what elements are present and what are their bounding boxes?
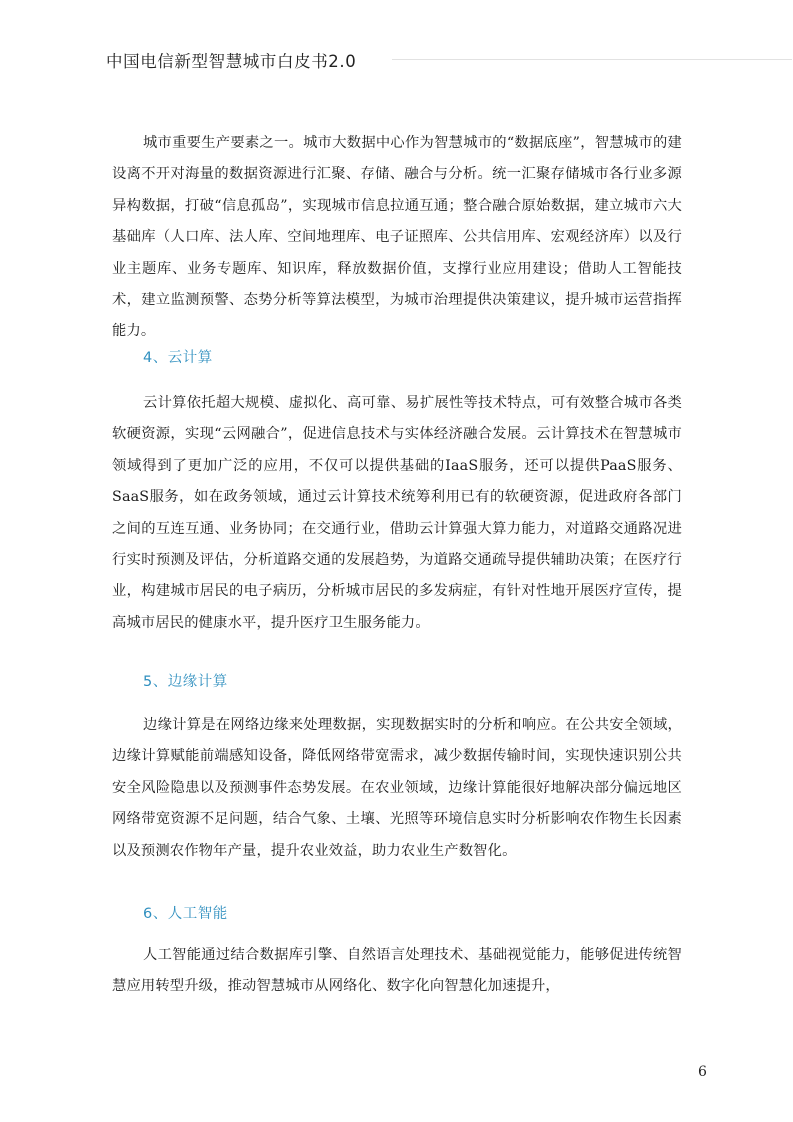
document-title: 中国电信新型智慧城市白皮书2.0: [106, 52, 357, 71]
paragraph-cloud-computing: 云计算依托超大规模、虚拟化、高可靠、易扩展性等技术特点，可有效整合城市各类软硬资源，实现“云网融合”，促进信息技术与实体经济融合发展。云计算技术在智慧城市领域得到了更加广泛的应用，不仅可以提供基础的IaaS服务，还可以提供PaaS服务、SaaS服务，如在政务领域，通过云计算技术统筹利用已有的软硬资源，促进政府各部门之间的互连互通、业务协同；在交通行业，借助云计算强大算力能力，对道路交通路况进行实时预测及评估，分析道路交通的发展趋势，为道路交通疏导提供辅助决策；在医疗行业，构建城市居民的电子病历，分析城市居民的多发病症，有针对性地开展医疗宣传，提高城市居民的健康水平，提升医疗卫生服务能力。: [112, 395, 682, 631]
page-header: [106, 48, 696, 74]
section-heading-artificial-intelligence: 6、人工智能: [143, 906, 228, 922]
paragraph-artificial-intelligence: 人工智能通过结合数据库引擎、自然语言处理技术、基础视觉能力，能够促进传统智慧应用转型升级，推动智慧城市从网络化、数字化向智慧化加速提升，: [112, 947, 682, 995]
section-heading-edge-computing: 5、边缘计算: [143, 674, 228, 690]
header-divider: [392, 59, 792, 60]
section-heading-cloud-computing: 4、云计算: [143, 350, 213, 366]
page-number: 6: [698, 1064, 707, 1080]
paragraph-intro: 城市重要生产要素之一。城市大数据中心作为智慧城市的“数据底座”，智慧城市的建设离不开对海量的数据资源进行汇聚、存储、融合与分析。统一汇聚存储城市各行业多源异构数据，打破“信息孤岛”，实现城市信息拉通互通；整合融合原始数据，建立城市六大基础库（人口库、法人库、空间地理库、电子证照库、公共信用库、宏观经济库）以及行业主题库、业务专题库、知识库，释放数据价值，支撑行业应用建设；借助人工智能技术，建立监测预警、态势分析等算法模型，为城市治理提供决策建议，提升城市运营指挥能力。: [112, 135, 682, 340]
paragraph-edge-computing: 边缘计算是在网络边缘来处理数据，实现数据实时的分析和响应。在公共安全领域，边缘计算赋能前端感知设备，降低网络带宽需求，减少数据传输时间，实现快速识别公共安全风险隐患以及预测事件态势发展。在农业领域，边缘计算能很好地解决部分偏远地区网络带宽资源不足问题，结合气象、土壤、光照等环境信息实时分析影响农作物生长因素以及预测农作物年产量，提升农业效益，助力农业生产数智化。: [112, 717, 682, 859]
